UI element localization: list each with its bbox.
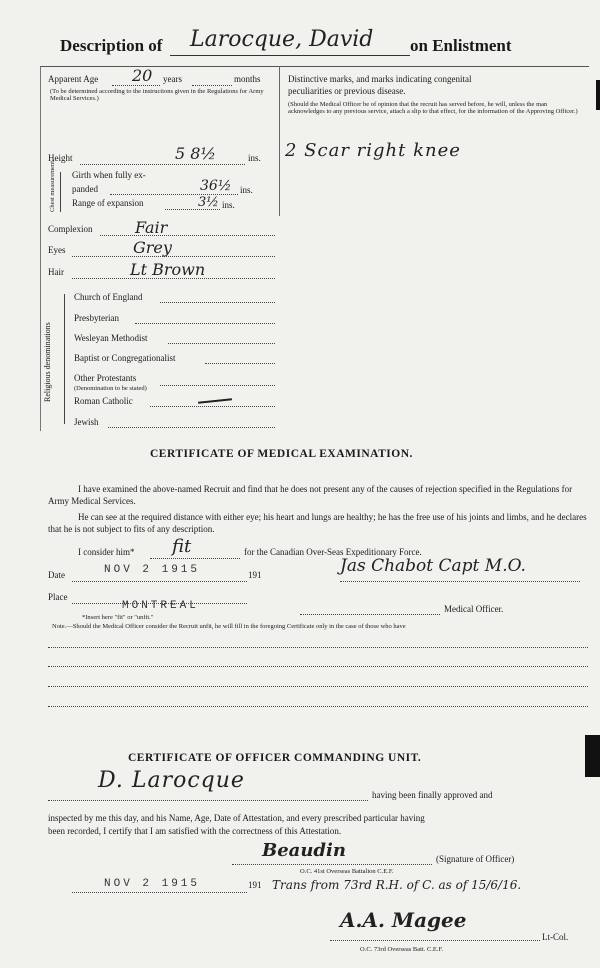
recruit-name-handwritten: Larocque, David — [190, 27, 374, 52]
eyes-label: Eyes — [48, 245, 66, 255]
marks-label-2: peculiarities or previous disease. — [288, 86, 406, 96]
religion-line-1 — [135, 323, 275, 324]
consider-tail: for the Canadian Over-Seas Expeditionary Force. — [244, 547, 422, 557]
girth-ins: ins. — [240, 185, 253, 195]
height-line — [80, 164, 245, 165]
commanding-officer-signature: Beaudin — [262, 840, 346, 861]
consider-line — [150, 558, 240, 559]
age-note: (To be determined according to the instructions given in the Regulations for Army Medical Services.) — [50, 88, 264, 102]
religion-line-0 — [160, 302, 275, 303]
religion-line-4 — [160, 385, 275, 386]
eyes-line — [72, 256, 275, 257]
place-stamp: MONTREAL — [122, 600, 199, 612]
age-label: Apparent Age — [48, 74, 99, 84]
religion-line-2 — [168, 343, 275, 344]
religion-line-6 — [108, 427, 275, 428]
girth-label-1: Girth when fully ex- — [72, 170, 146, 180]
age-value: 20 — [132, 66, 153, 85]
religion-brace — [64, 294, 69, 424]
marks-note: (Should the Medical Officer be of opinion that the recruit has served before, he will, unless the man acknowledges to any previous service, attach a slip to that effect, for the information of the Approving Officer.) — [288, 101, 578, 115]
commanding-recruit-name: D. Larocque — [98, 768, 245, 793]
marks-label-1: Distinctive marks, and marks indicating congenital — [288, 74, 472, 84]
complexion-line — [100, 235, 275, 236]
height-ins: ins. — [248, 153, 261, 163]
marks-value: 2 Scar right knee — [285, 140, 461, 161]
header-right: on Enlistment — [410, 36, 512, 55]
commanding-title: CERTIFICATE OF OFFICER COMMANDING UNIT. — [128, 752, 422, 764]
consider-label: I consider him* — [78, 547, 135, 557]
date-year: 191 — [248, 570, 262, 580]
chest-brace — [60, 172, 65, 212]
range-value: 3½ — [198, 195, 219, 210]
eyes-value: Grey — [133, 238, 172, 257]
months-label: months — [234, 74, 261, 84]
complexion-value: Fair — [135, 218, 168, 237]
officer-sig-line — [232, 864, 432, 865]
medical-para-2: He can see at the required distance with either eye; his heart and lungs are healthy; he has the free use of his joints and limbs, and he declares that he is not subject to fits of any description. — [48, 512, 587, 534]
note-line-3 — [48, 686, 588, 687]
religion-item-other-protestants: Other Protestants — [74, 373, 137, 383]
medical-sig-line — [340, 581, 580, 582]
header-left: Description of — [60, 36, 163, 55]
officer-line — [300, 614, 440, 615]
medical-note: Note.—Should the Medical Officer consider the Recruit unfit, he will fill in the foregoing Certificate only in the case of those who have — [52, 623, 406, 630]
religion-line-3 — [205, 363, 275, 364]
place-label: Place — [48, 592, 68, 602]
religion-item-jewish: Jewish — [74, 417, 99, 427]
officer-sub: O.C. 41st Overseas Battalion C.E.F. — [300, 868, 394, 875]
range-label: Range of expansion — [72, 198, 144, 208]
transfer-note: Trans from 73rd R.H. of C. as of 15/6/16. — [272, 878, 522, 892]
note-line-1 — [48, 647, 588, 648]
date-stamp-medical: NOV 2 1915 — [104, 564, 201, 576]
religion-item-presbyterian: Presbyterian — [74, 313, 119, 323]
officer-rank: Lt-Col. — [542, 932, 569, 942]
date-line — [72, 581, 247, 582]
commanding-line-2: inspected by me this day, and his Name, Age, Date of Attestation, and every prescribed particular having — [48, 813, 425, 823]
commanding-line-1-tail: having been finally approved and — [372, 790, 493, 800]
height-label: Height — [48, 153, 73, 163]
religion-item-wesleyan: Wesleyan Methodist — [74, 333, 148, 343]
consider-value: fit — [172, 536, 192, 557]
girth-value: 36½ — [200, 178, 232, 194]
religion-item-roman-catholic: Roman Catholic — [74, 396, 133, 406]
hair-label: Hair — [48, 267, 64, 277]
note-line-2 — [48, 666, 588, 667]
officer-sig-2-line — [330, 940, 540, 941]
recruit-name-line — [48, 800, 368, 801]
years-label: years — [163, 74, 182, 84]
date-stamp-commanding: NOV 2 1915 — [104, 878, 201, 890]
months-line — [192, 85, 232, 86]
note-line-4 — [48, 706, 588, 707]
religion-other-note: (Denomination to be stated) — [74, 385, 147, 392]
range-ins: ins. — [222, 200, 235, 210]
scan-ink-mark-1 — [585, 735, 600, 777]
girth-label-2: panded — [72, 184, 98, 194]
scan-ink-mark-2 — [596, 80, 600, 110]
header-underline — [170, 55, 410, 56]
commanding-line-3: been recorded, I certify that I am satisfied with the correctness of this Attestation. — [48, 826, 342, 836]
hair-value: Lt Brown — [130, 260, 206, 279]
medical-para-1: I have examined the above-named Recruit and find that he does not present any of the causes of rejection specified in the Regulations for Army Medical Services. — [48, 484, 573, 506]
commanding-date-line — [72, 892, 247, 893]
chest-label: Chest measurement. — [49, 159, 56, 212]
commanding-officer-signature-2: A.A. Magee — [340, 908, 467, 932]
medical-officer-label: Medical Officer. — [444, 604, 504, 614]
insert-note: *Insert here "fit" or "unfit." — [82, 614, 154, 621]
commanding-year: 191 — [248, 880, 262, 890]
religion-item-baptist: Baptist or Congregationalist — [74, 353, 176, 363]
age-line — [112, 85, 160, 86]
height-value: 5 8½ — [175, 144, 216, 163]
officer-sub-2: O.C. 73rd Overseas Batt. C.E.F. — [360, 946, 444, 953]
religion-line-5 — [150, 406, 275, 407]
religion-label: Religious denominations — [43, 322, 52, 402]
medical-title: CERTIFICATE OF MEDICAL EXAMINATION. — [150, 448, 413, 460]
description-divider — [279, 66, 280, 216]
medical-officer-signature: Jas Chabot Capt M.O. — [340, 556, 526, 576]
religion-item-church-of-england: Church of England — [74, 292, 143, 302]
signature-of-officer-label: (Signature of Officer) — [436, 854, 515, 864]
complexion-label: Complexion — [48, 224, 93, 234]
date-label: Date — [48, 570, 65, 580]
